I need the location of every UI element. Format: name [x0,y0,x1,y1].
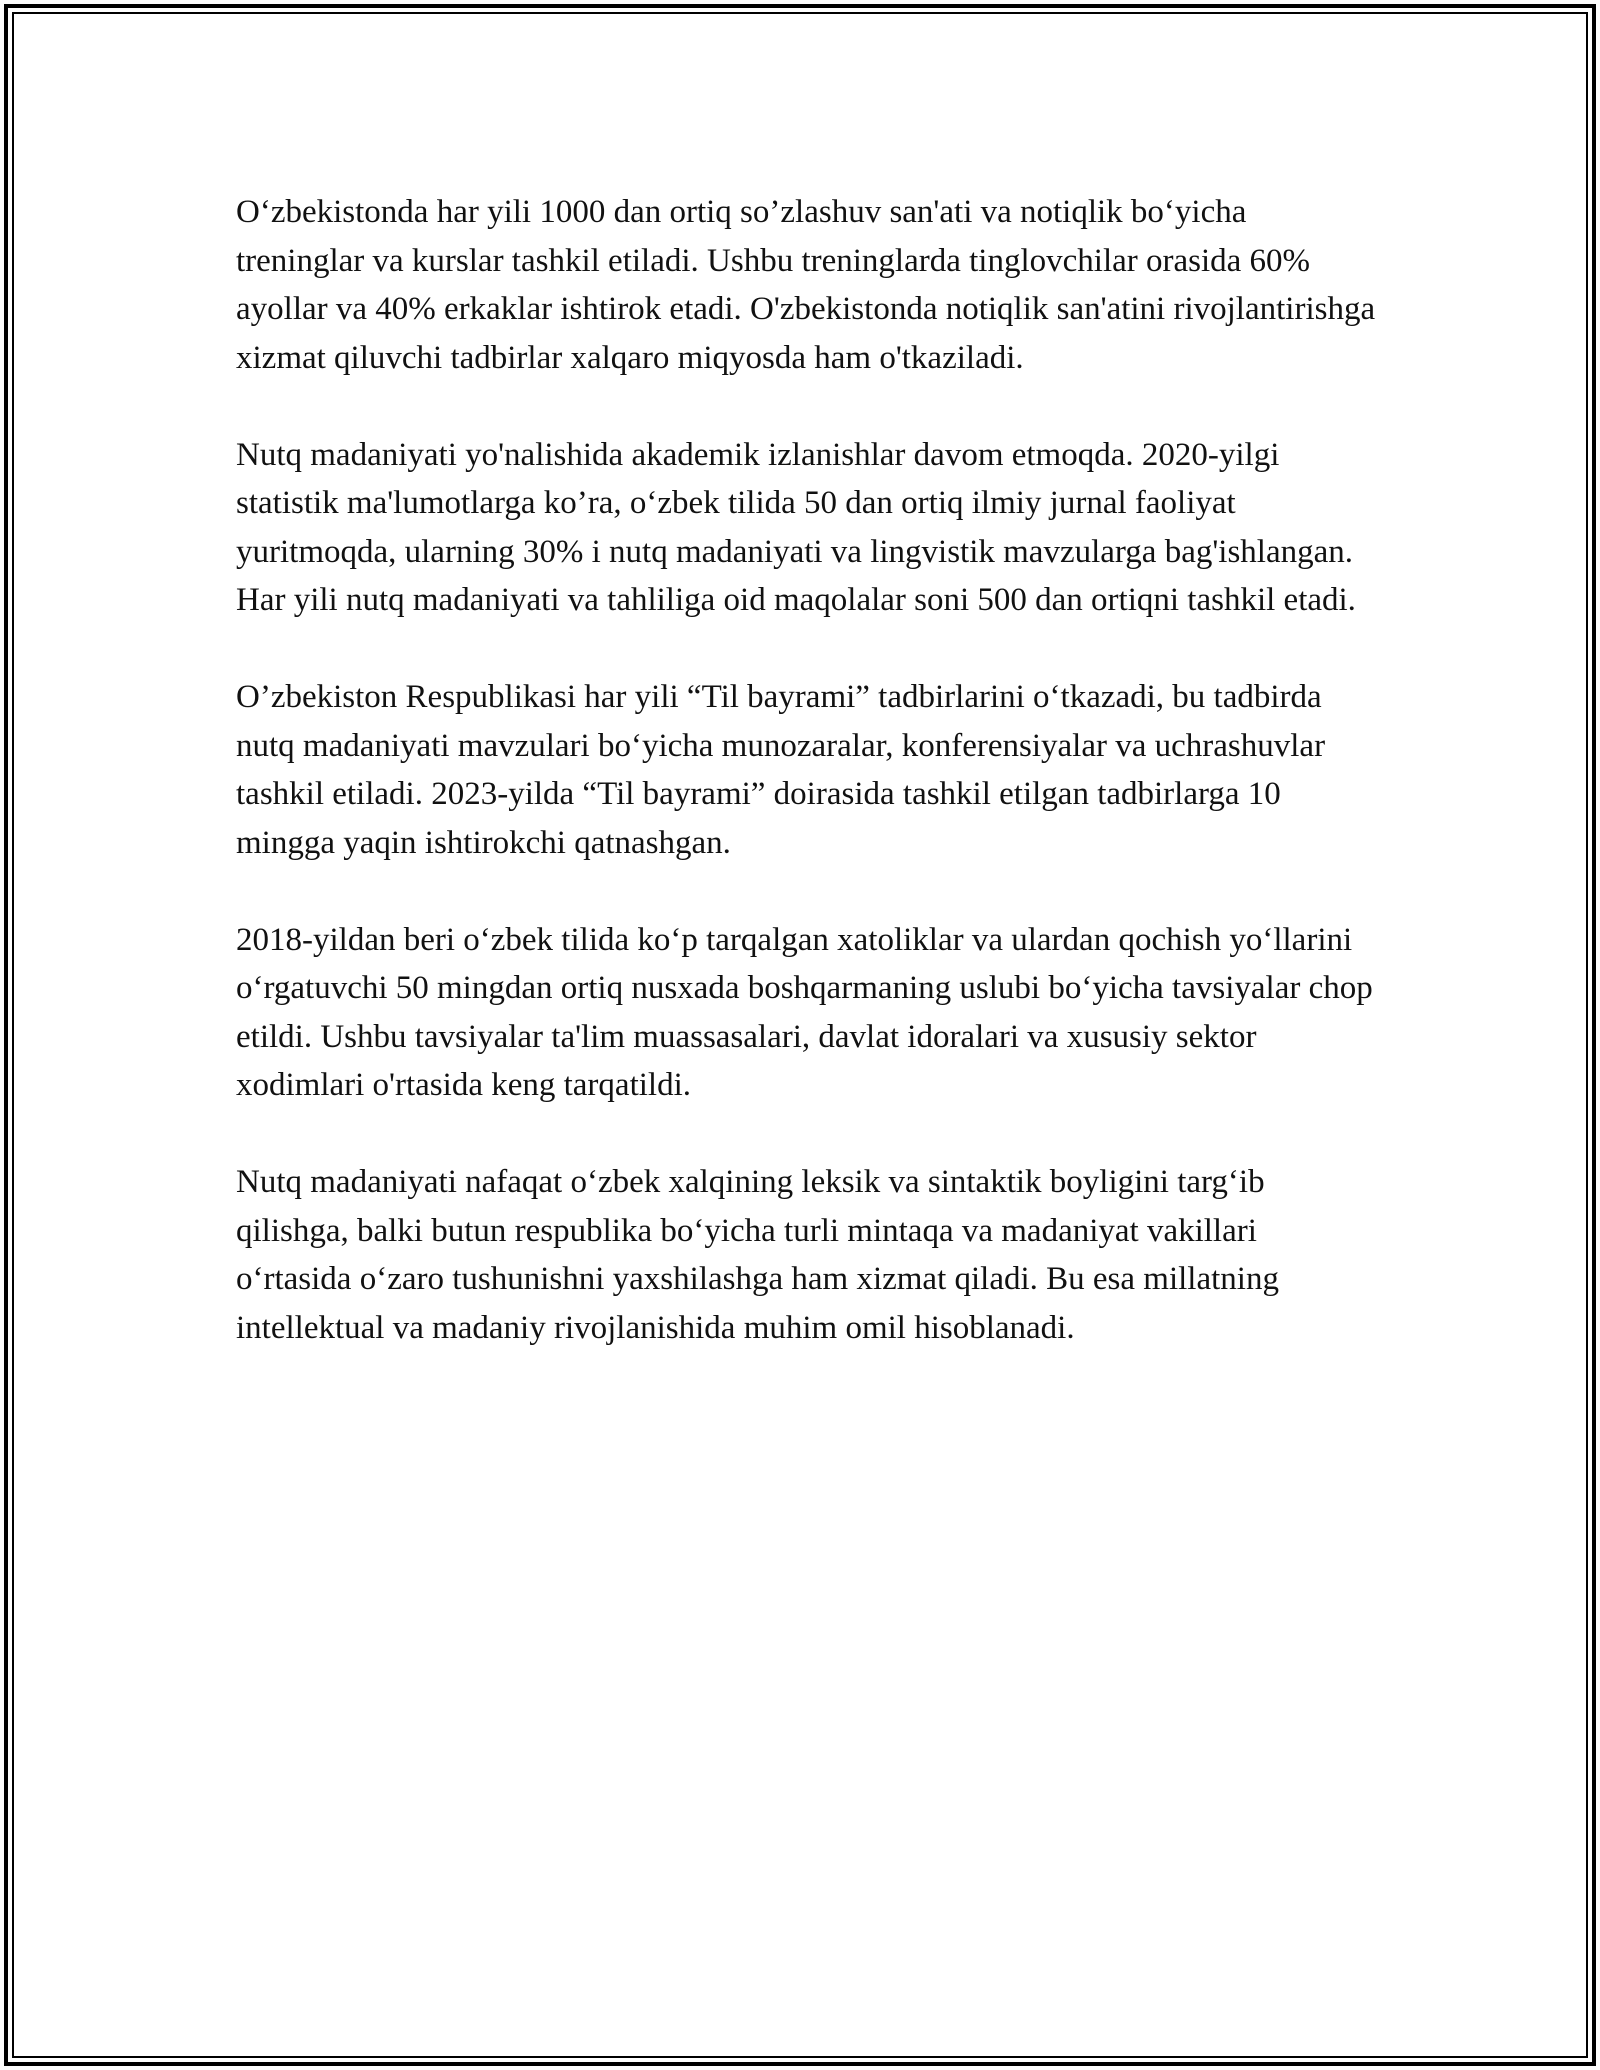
document-body [236,188,1376,1401]
paragraph-training-courses: O‘zbekistonda har yili 1000 dan ortiq so’zlashuv san'ati va notiqlik bo‘yicha treninglar va kurslar tashkil etiladi. Ushbu treninglarda tinglovchilar orasida 60% ayollar va 40% erkaklar ishtirok etadi. O'zbekistonda notiqlik san'atini rivojlantirishga xizmat qiluvchi tadbirlar xalqaro miqyosda ham o'tkaziladi. [236,194,1376,376]
paragraph-academic-research: Nutq madaniyati yo'nalishida akademik izlanishlar davom etmoqda. 2020-yilgi statistik ma'lumotlarga ko’ra, o‘zbek tilida 50 dan ortiq ilmiy jurnal faoliyat yuritmoqda, ularning 30% i nutq madaniyati va lingvistik mavzularga bag'ishlangan. Har yili nutq madaniyati va tahliliga oid maqolalar soni 500 dan ortiqni tashkil etadi. [236,436,1356,618]
paragraph-style-recommendations: 2018-yildan beri o‘zbek tilida ko‘p tarqalgan xatoliklar va ulardan qochish yo‘llarini o‘rgatuvchi 50 mingdan ortiq nusxada boshqarmaning uslubi bo‘yicha tavsiyalar chop etildi. Ushbu tavsiyalar ta'lim muassasalari, davlat idoralari va xususiy sektor xodimlari o'rtasida keng tarqatildi. [236,921,1373,1103]
paragraph-speech-culture-role: Nutq madaniyati nafaqat o‘zbek xalqining leksik va sintaktik boyligini targ‘ib qilishga, balki butun respublika bo‘yicha turli mintaqa va madaniyat vakillari o‘rtasida o‘zaro tushunishni yaxshilashga ham xizmat qiladi. Bu esa millatning intellektual va madaniy rivojlanishida muhim omil hisoblanadi. [236,1164,1279,1346]
paragraph-language-holiday: O’zbekiston Respublikasi har yili “Til bayrami” tadbirlarini o‘tkazadi, bu tadbirda nutq madaniyati mavzulari bo‘yicha munozaralar, konferensiyalar va uchrashuvlar tashkil etiladi. 2023-yilda “Til bayrami” doirasida tashkil etilgan tadbirlarga 10 mingga yaqin ishtirokchi qatnashgan. [236,679,1326,861]
